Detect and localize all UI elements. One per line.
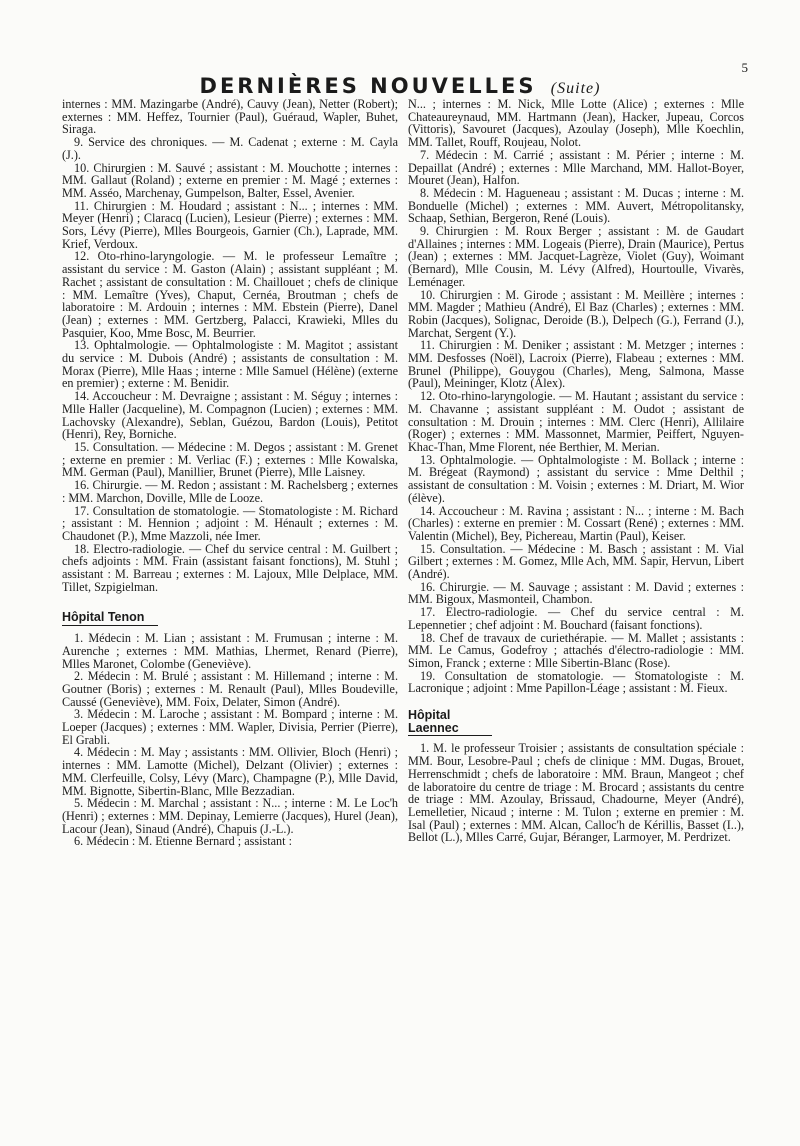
entry-paragraph: N... ; internes : M. Nick, Mlle Lotte (Alice) ; externes : Mlle Chateaureynaud, MM. Hartmann (Jean), Hacker, Jupeau, Corcos (Vittoris), Savouret (Jacques), Azoulay (Joseph), Mlle Koechlin, MM. Tallet, Rouff, Roujeau, Nolot.	[408, 98, 744, 150]
entry-paragraph: 14. Accoucheur : M. Devraigne ; assistant : M. Séguy ; internes : Mlle Haller (Jacqueline), M. Compagnon (Lucien) ; externes : MM. Lachovsky (Alexandre), Seblan, Guézou, Bardon (Louis), Petitot (Henri), Rey, Borniche.	[62, 389, 398, 442]
entry-paragraph: 6. Médecin : M. Etienne Bernard ; assistant :	[74, 834, 292, 849]
left-column	[62, 98, 398, 1098]
entry-paragraph: 9. Chirurgien : M. Roux Berger ; assistant : M. de Gaudart d'Allaines ; internes : MM. Logeais (Pierre), Drain (Maurice), Pertus (Jean) ; externes : MM. Jacquet-Lagrèze, Violet (Guy), Woimant (Bernard), Mlle Cousin, M. Lévy (Alfred), Hourtoulle, Vivarès, Leménager.	[408, 224, 744, 289]
entry-paragraph: 13. Ophtalmologie. — Ophtalmologiste : M. Bollack ; interne : M. Brégeat (Raymond) ; assistant du service : Mme Delthil ; assistant de consultation : M. Voisin ; externes : M. Driart, M. Wior (élève).	[408, 452, 744, 505]
entry-paragraph: 17. Consultation de stomatologie. — Stomatologiste : M. Richard ; assistant : M. Hennion ; adjoint : M. Hénault ; externes : M. Chaudonet (P.), Mme Mazzoli, née Imer.	[62, 503, 398, 543]
entry-paragraph: 10. Chirurgien : M. Sauvé ; assistant : M. Mouchotte ; internes : MM. Gallaut (Roland) ; externe en premier : M. Magé ; externes : MM. Asséo, Marchenay, Gumpelson, Balter, Essel, Avenier.	[62, 160, 398, 200]
right-column	[408, 98, 744, 1088]
entry-paragraph: 8. Médecin : M. Hagueneau ; assistant : M. Ducas ; interne : M. Bonduelle (Michel) ; externes : MM. Auvert, Métropolitansky, Schaap, Sethian, Bergeron, René (Louis).	[408, 185, 744, 226]
page-title	[0, 74, 800, 98]
entry-paragraph: internes : MM. Mazingarbe (André), Cauvy (Jean), Netter (Robert); externes : MM. Heffez, Tournier (Paul), Guéraud, Wapler, Buhet, Siraga.	[62, 98, 398, 137]
entry-paragraph: 9. Service des chroniques. — M. Cadenat ; externe : M. Cayla (J.).	[62, 135, 398, 162]
entry-paragraph: 15. Consultation. — Médecine : M. Basch ; assistant : M. Vial Gilbert ; externes : M. Gomez, Mlle Ach, MM. Sapir, Hervun, Libert (André).	[408, 541, 744, 582]
page-number: 5	[741, 60, 748, 75]
entry-paragraph: 12. Oto-rhino-laryngologie. — M. Hautant ; assistant du service : M. Chavanne ; assistant suppléant : M. Oudot ; assistant de consultation : M. Drouin ; internes : MM. Clerc (Henri), Allilaire (Roger) ; externes : MM. Massonnet, Marmier, Peiffert, Nguyen-Khac-Than, Mme Florent, née Berthier, M. Merian.	[408, 389, 744, 454]
entry-paragraph: 18. Electro-radiologie. — Chef du service central : M. Guilbert ; chefs adjoints : MM. Frain (assistant faisant fonctions), M. Stuhl ; assistant : M. Barreau ; externes : M. Lajoux, Mlle Delplace, MM. Tillet, Szpigielman.	[62, 541, 398, 594]
page-title-text: DERNIÈRES NOUVELLES	[199, 74, 537, 98]
left-paragraphs-top	[62, 98, 398, 593]
entry-paragraph: 3. Médecin : M. Laroche ; assistant : M. Bompard ; interne : M. Loeper (Jacques) ; externes : MM. Wapler, Divisia, Perrier (Pierre), El Grabli.	[62, 707, 398, 747]
entry-paragraph: 19. Consultation de stomatologie. — Stomatologiste : M. Lacronique ; adjoint : Mme Papillon-Léage ; assistant : M. Fieux.	[408, 668, 744, 696]
entry-paragraph: 11. Chirurgien : M. Deniker ; assistant : M. Metzger ; internes : MM. Desfosses (Noël), Lacroix (Pierre), Flabeau ; externes : MM. Brunel (Philippe), Gouygou (Charles), Meng, Salmona, Masse (Paul), Meininger, Klotz (Alex).	[408, 338, 744, 391]
entry-paragraph: 7. Médecin : M. Carrié ; assistant : M. Périer ; interne : M. Depaillat (André) ; externes : Mlle Marchand, MM. Hallot-Boyer, Mouret (Jean), Halfon.	[408, 147, 744, 188]
entry-paragraph: 1. Médecin : M. Lian ; assistant : M. Frumusan ; interne : M. Aurenche ; externes : MM. Mathias, Lhermet, Renard (Pierre), Mlles Maronet, Colombe (Geneviève).	[62, 631, 398, 671]
entry-paragraph: 16. Chirurgie. — M. Sauvage ; assistant : M. David ; externes : MM. Bigoux, Masmonteil, Chambon.	[408, 579, 744, 607]
entry-paragraph: 18. Chef de travaux de curiethérapie. — M. Mallet ; assistants : MM. Le Camus, Godefroy ; attachés d'électro-radiologie : MM. Simon, Franck ; externe : Mlle Sibertin-Blanc (Rose).	[408, 630, 744, 670]
entry-paragraph: 1. M. le professeur Troisier ; assistants de consultation spéciale : MM. Bour, Lesobre-Paul ; chefs de clinique : MM. Dugas, Brouet, Herrenschmidt ; chefs de laboratoire : MM. Braun, Mangeot ; chef de laboratoire du centre de triage : M. Brocard ; assistants du centre de triage : MM. Azoulay, Brissaud, Chadourne, Meyer (André), Lemelletier, Nicaud ; interne : M. Tulon ; externe en premier : M. Isal (Paul) ; externes : MM. Alcan, Calloc'h de Kérillis, Basset (I..), Bellot (L.), Mlles Carré, Gujar, Béranger, Larmoyer, M. Perdrizet.	[408, 741, 744, 845]
entry-paragraph: 12. Oto-rhino-laryngologie. — M. le professeur Lemaître ; assistant du service : M. Gaston (Alain) ; assistant suppléant ; M. Rachet ; assistant de consultation : M. Chaillouet ; chefs de clinique : MM. Lemaître (Yves), Chaput, Cernéa, Broutman ; chefs de laboratoire : M. Ardouin ; internes : MM. Ebstein (Pierre), Danel (Jean) ; externes : MM. Gertzberg, Palacci, Krawieki, Mlles du Pasquier, Koo, Mme Bosc, M. Beurrier.	[62, 249, 398, 340]
entry-paragraph: 2. Médecin : M. Brulé ; assistant : M. Hillemand ; interne : M. Goutner (Boris) ; externes : M. Renault (Paul), Mlles Boudeville, Caussé (Geneviève), MM. Foix, Delater, Simon (André).	[62, 669, 398, 709]
entry-paragraph: 5. Médecin : M. Marchal ; assistant : N... ; interne : M. Le Loc'h (Henri) ; externes : MM. Depinay, Lemierre (Jacques), Hurel (Jean), Lacour (Jean), Sinaud (André), Chapuis (J.-L.).	[62, 796, 398, 836]
right-paragraphs-top	[408, 98, 744, 695]
section-heading-laennec: Hôpital Laennec	[408, 709, 492, 736]
entry-paragraph: 17. Electro-radiologie. — Chef du service central : M. Lepennetier ; chef adjoint : M. Bouchard (faisant fonctions).	[408, 605, 744, 632]
entry-paragraph: 13. Ophtalmologie. — Ophtalmologiste : M. Magitot ; assistant du service : M. Dubois (André) ; assistants de consultation : M. Morax (Pierre), Mlle Haas ; interne : Mlle Samuel (Hélène) (externe en premier) ; externe : M. Benidir.	[62, 338, 398, 391]
entry-paragraph: 15. Consultation. — Médecine : M. Degos ; assistant : M. Grenet ; externe en premier : M. Verliac (F.) ; externes : Mlle Kowalska, MM. German (Paul), Manillier, Brunet (Pierre), Mlle Laisney.	[62, 439, 398, 480]
entry-paragraph: 16. Chirurgie. — M. Redon ; assistant : M. Rachelsberg ; externes : MM. Marchon, Doville, Mlle de Looze.	[62, 478, 398, 505]
right-paragraphs-bottom	[408, 742, 744, 844]
page-title-suffix: (Suite)	[550, 80, 601, 97]
entry-paragraph: 4. Médecin : M. May ; assistants : MM. Ollivier, Bloch (Henri) ; internes : MM. Lamotte (Michel), Delzant (Olivier) ; externes : MM. Clerfeuille, Colsy, Lévy (Marc), Champagne (P.), Mlle David, MM. Bignotte, Sibertin-Blanc, Mlle Bezzadian.	[62, 745, 398, 798]
entry-paragraph: 10. Chirurgien : M. Girode ; assistant : M. Meillère ; internes : MM. Magder ; Mathieu (André), El Baz (Charles) ; externes : MM. Robin (Jacques), Solignac, Deroide (B.), Delpech (G.), Ferrand (J.), Marchat, Sergent (Y.).	[408, 287, 744, 340]
entry-paragraph: 14. Accoucheur : M. Ravina ; assistant : N... ; interne : M. Bach (Charles) : externe en premier : M. Cossart (René) ; externes : MM. Valentin (Michel), Bey, Pichereau, Martin (Paul), Keiser.	[408, 503, 744, 543]
section-heading-tenon: Hôpital Tenon	[62, 611, 158, 626]
left-paragraphs-bottom	[62, 632, 398, 848]
entry-paragraph: 11. Chirurgien : M. Houdard ; assistant : N... ; internes : MM. Meyer (Henri) ; Claracq (Lucien), Lesieur (Pierre) ; externes : MM. Sors, Lévy (Pierre), Mlles Bourgeois, Garnier (Ch.), Laprade, MM. Krief, Verdoux.	[62, 198, 398, 251]
